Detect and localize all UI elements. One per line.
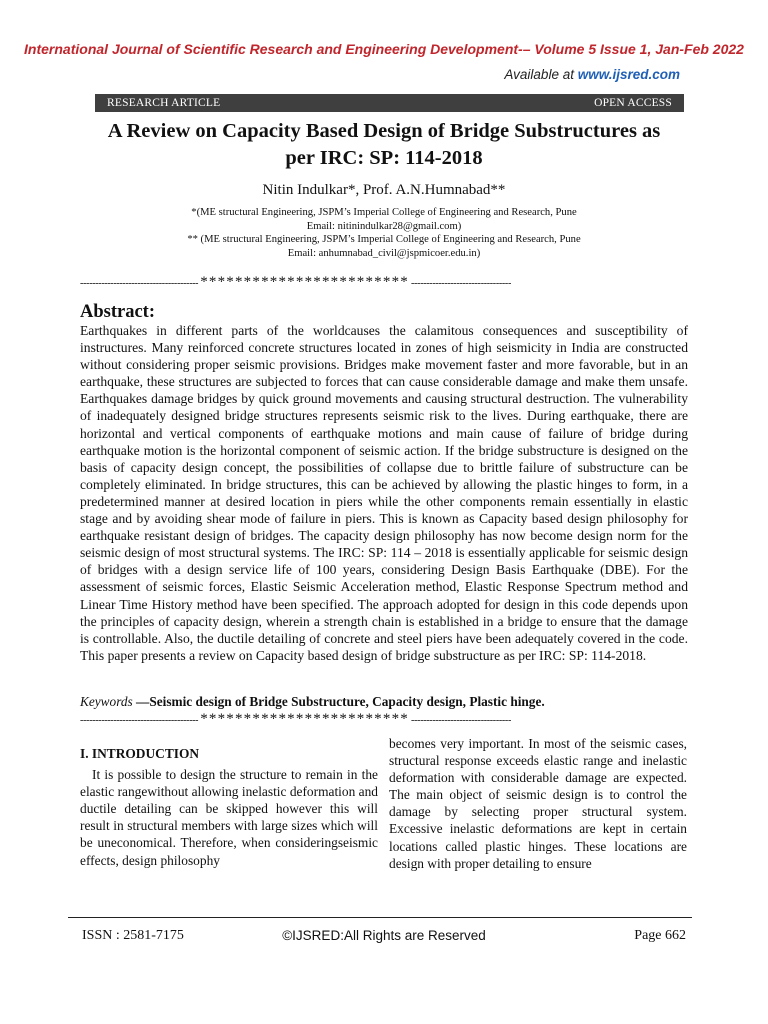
footer-page-number: Page 662 [634,928,686,943]
separator-stars: ************************ [200,274,409,290]
affiliation-1: *(ME structural Engineering, JSPM’s Imperial College of Engineering and Research, Pune [191,207,577,218]
article-banner [95,94,684,112]
section-heading-introduction: I. INTRODUCTION [80,746,200,761]
intro-paragraph-left: It is possible to design the structure to remain in the elastic rangewithout allowing inelastic deformation and ductile detailing can be skipped however this will result in structural members with large sizes which will be uneconomical. Therefore, when consideringseismic effects, design philosophy [80,767,378,868]
separator-dashes-left: --------------------------------------- [80,715,199,726]
separator-dashes-right: --------------------------------- [411,278,511,289]
footer-copyright: ©IJSRED:All Rights are Reserved [282,928,486,943]
intro-paragraph-right: becomes very important. In most of the seismic cases, structural response exceeds elastic range and inelastic deformation with considerable damage are expected. The main object of seismic design is to control the damage by selecting proper structural system. Excessive inelastic deformations are kept in certain locations called plastic hinges. These locations are design with proper detailing to ensure [389,736,687,871]
separator-top [80,274,690,291]
keywords-label: Keywords [80,694,133,709]
paper-title [60,118,708,172]
footer-issn: ISSN : 2581-7175 [82,928,184,943]
journal-header: International Journal of Scientific Research and Engineering Development-– Volume 5 Issue 1, Jan-Feb 2022 [24,41,744,57]
author-list: Nitin Indulkar*, Prof. A.N.Humnabad** [262,182,506,198]
abstract-heading: Abstract: [80,302,156,322]
email-2: Email: anhumnabad_civil@jspmicoer.edu.in) [287,248,481,260]
title-line-2: per IRC: SP: 114-2018 [285,147,483,169]
separator-dashes-left: --------------------------------------- [80,278,199,289]
separator-dashes-right: --------------------------------- [411,715,511,726]
separator-stars: ************************ [200,711,409,727]
open-access-label: OPEN ACCESS [594,97,672,109]
body-column-right [389,735,687,872]
article-type-label: RESEARCH ARTICLE [107,97,221,109]
availability-line [504,67,680,82]
email-1: Email: nitinindulkar28@gmail.com) [306,220,462,232]
abstract-text: Earthquakes in different parts of the worldcauses the calamitous consequences and susceptibility of instructures. Many reinforced concrete structures located in zones of high seismicity in India are constructed without considering proper seismic provisions. Bridges make movement faster and more favorable, but in an earthquake, these structures are subjected to forces that can cause considerable damage and make them unsafe. Earthquakes damage bridges by quick ground movements and causing structural destruction. The vulnerability of inadequately designed bridge structures represents seismic risk to the lives. During earthquake, there are horizontal and vertical components of earthquake motions and main cause of failure of bridge during earthquake motion is the horizontal component of seismic action. If the bridge substructure is designed on the basis of capacity design concept, the possibilities of collapse due to brittle failure of substructure can be completely eliminated. In bridge structures, this can be achieved by allowing the plastic hinges to form, in a predetermined manner at desired location in piers while the other components remain essentially in elastic stage and by avoiding shear mode of failure in piers. This is known as Capacity based design philosophy for earthquake resistant design of bridges. The capacity design philosophy has now become design norm for the seismic design of most structural systems. The IRC: SP: 114 – 2018 is essentially applicable for seismic design of bridges with a design service life of 100 years, considering Design Basis Earthquake (DBE). For the assessment of seismic forces, Elastic Seismic Acceleration method, Elastic Response Spectrum method and Linear Time History method have been specified. The approach adopted for design in this code depends upon the principles of capacity design, wherein a strength chain is established in a bridge to ensure that the damage is controllable. Also, the ductile detailing of concrete and steel piers have been adequately covered in the code. This paper presents a review on Capacity based design of bridge substructure as per IRC: SP: 114-2018. [80,323,688,663]
body-column-left [80,745,378,869]
journal-website-link[interactable]: www.ijsred.com [577,67,680,82]
available-prefix: Available at [504,67,578,82]
title-line-1: A Review on Capacity Based Design of Bridge Substructures as [107,120,661,142]
keywords-line [80,694,545,710]
separator-bottom [80,711,690,728]
affiliation-2: ** (ME structural Engineering, JSPM’s Imperial College of Engineering and Research, Pune [187,234,581,246]
keywords-text: —Seismic design of Bridge Substructure, Capacity design, Plastic hinge. [132,694,545,709]
footer-rule [68,917,692,918]
affiliations [0,206,768,261]
